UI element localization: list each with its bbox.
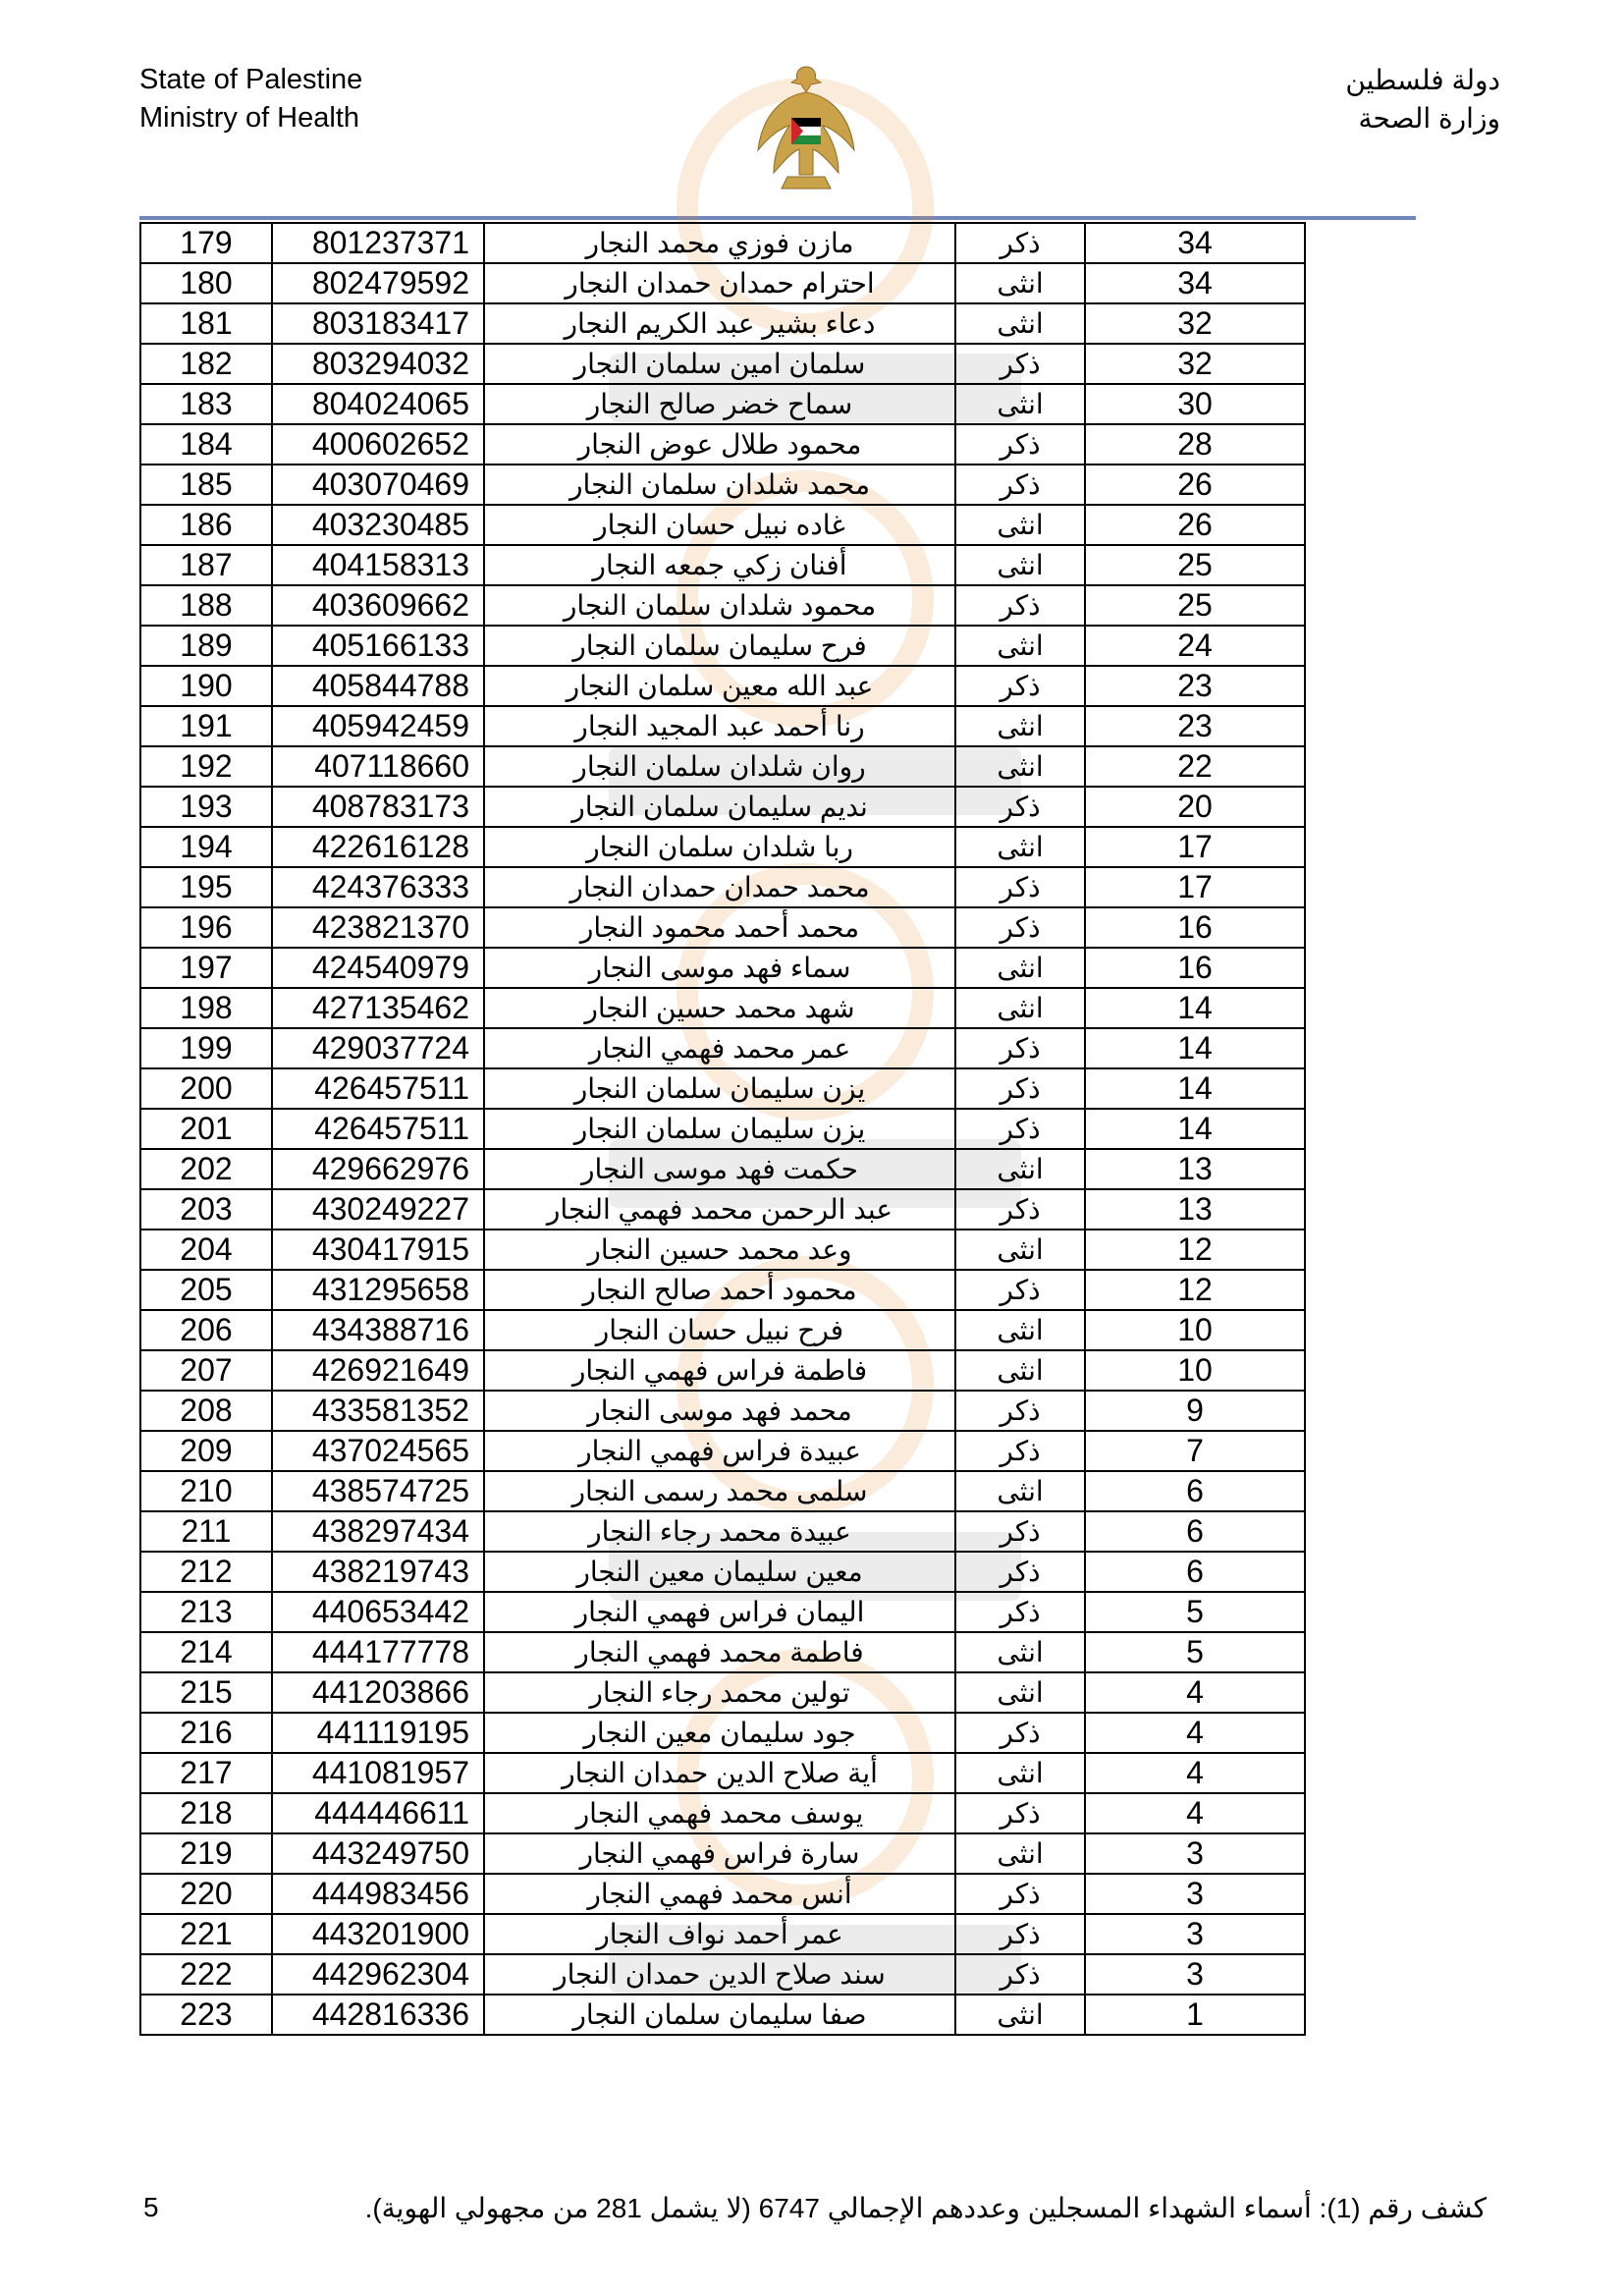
- id-number-cell: 442816336: [272, 1995, 484, 2035]
- age-cell: 26: [1085, 505, 1305, 545]
- id-number-cell: 444983456: [272, 1874, 484, 1914]
- gender-cell: ذكر: [955, 1511, 1085, 1552]
- full-name-cell: وعد محمد حسين النجار: [484, 1230, 955, 1270]
- gender-cell: ذكر: [955, 666, 1085, 706]
- id-number-cell: 426457511: [272, 1109, 484, 1149]
- ministry-name-ar: وزارة الصحة: [1358, 103, 1500, 134]
- age-cell: 16: [1085, 948, 1305, 988]
- ministry-name-en: Ministry of Health: [139, 102, 360, 134]
- age-cell: 24: [1085, 626, 1305, 666]
- sequence-cell: 192: [140, 746, 272, 787]
- table-row: [140, 585, 1305, 626]
- gender-cell: ذكر: [955, 787, 1085, 827]
- full-name-cell: أفنان زكي جمعه النجار: [484, 545, 955, 585]
- id-number-cell: 437024565: [272, 1431, 484, 1471]
- full-name-cell: نديم سليمان سلمان النجار: [484, 787, 955, 827]
- sequence-cell: 205: [140, 1270, 272, 1310]
- sequence-cell: 200: [140, 1068, 272, 1109]
- id-number-cell: 803183417: [272, 303, 484, 344]
- table-row: [140, 384, 1305, 424]
- age-cell: 4: [1085, 1793, 1305, 1833]
- table-row: [140, 223, 1305, 263]
- roster-table: [139, 222, 1306, 2036]
- gender-cell: ذكر: [955, 1713, 1085, 1753]
- id-number-cell: 801237371: [272, 223, 484, 263]
- full-name-cell: جود سليمان معين النجار: [484, 1713, 955, 1753]
- table-row: [140, 907, 1305, 948]
- gender-cell: ذكر: [955, 1552, 1085, 1592]
- table-row: [140, 1270, 1305, 1310]
- age-cell: 14: [1085, 1068, 1305, 1109]
- table-row: [140, 1511, 1305, 1552]
- full-name-cell: يزن سليمان سلمان النجار: [484, 1109, 955, 1149]
- sequence-cell: 195: [140, 867, 272, 907]
- id-number-cell: 429037724: [272, 1028, 484, 1068]
- sequence-cell: 208: [140, 1391, 272, 1431]
- id-number-cell: 424376333: [272, 867, 484, 907]
- age-cell: 20: [1085, 787, 1305, 827]
- sequence-cell: 191: [140, 706, 272, 746]
- sequence-cell: 193: [140, 787, 272, 827]
- id-number-cell: 438219743: [272, 1552, 484, 1592]
- sequence-cell: 211: [140, 1511, 272, 1552]
- gender-cell: ذكر: [955, 1914, 1085, 1954]
- table-row: [140, 1028, 1305, 1068]
- gender-cell: انثى: [955, 303, 1085, 344]
- table-row: [140, 505, 1305, 545]
- sequence-cell: 203: [140, 1189, 272, 1230]
- id-number-cell: 430249227: [272, 1189, 484, 1230]
- sequence-cell: 207: [140, 1350, 272, 1391]
- header-left: [139, 61, 362, 137]
- id-number-cell: 802479592: [272, 263, 484, 303]
- gender-cell: انثى: [955, 746, 1085, 787]
- full-name-cell: محمود طلال عوض النجار: [484, 424, 955, 465]
- id-number-cell: 443249750: [272, 1833, 484, 1874]
- id-number-cell: 404158313: [272, 545, 484, 585]
- age-cell: 10: [1085, 1310, 1305, 1350]
- gender-cell: ذكر: [955, 424, 1085, 465]
- id-number-cell: 426457511: [272, 1068, 484, 1109]
- sequence-cell: 216: [140, 1713, 272, 1753]
- gender-cell: ذكر: [955, 867, 1085, 907]
- sequence-cell: 215: [140, 1672, 272, 1713]
- age-cell: 4: [1085, 1672, 1305, 1713]
- sequence-cell: 198: [140, 988, 272, 1028]
- table-row: [140, 1350, 1305, 1391]
- id-number-cell: 426921649: [272, 1350, 484, 1391]
- id-number-cell: 440653442: [272, 1592, 484, 1632]
- age-cell: 14: [1085, 1109, 1305, 1149]
- age-cell: 14: [1085, 988, 1305, 1028]
- age-cell: 16: [1085, 907, 1305, 948]
- full-name-cell: سماء فهد موسى النجار: [484, 948, 955, 988]
- age-cell: 17: [1085, 827, 1305, 867]
- id-number-cell: 803294032: [272, 344, 484, 384]
- header-right: [1345, 61, 1500, 137]
- table-row: [140, 545, 1305, 585]
- id-number-cell: 444446611: [272, 1793, 484, 1833]
- full-name-cell: محمود شلدان سلمان النجار: [484, 585, 955, 626]
- table-row: [140, 988, 1305, 1028]
- id-number-cell: 444177778: [272, 1632, 484, 1672]
- gender-cell: انثى: [955, 1310, 1085, 1350]
- full-name-cell: محمود أحمد صالح النجار: [484, 1270, 955, 1310]
- sequence-cell: 194: [140, 827, 272, 867]
- gender-cell: انثى: [955, 948, 1085, 988]
- gender-cell: ذكر: [955, 1028, 1085, 1068]
- table-row: [140, 1672, 1305, 1713]
- gender-cell: انثى: [955, 384, 1085, 424]
- id-number-cell: 441119195: [272, 1713, 484, 1753]
- age-cell: 9: [1085, 1391, 1305, 1431]
- id-number-cell: 405942459: [272, 706, 484, 746]
- table-row: [140, 1753, 1305, 1793]
- sequence-cell: 217: [140, 1753, 272, 1793]
- full-name-cell: رنا أحمد عبد المجيد النجار: [484, 706, 955, 746]
- full-name-cell: أية صلاح الدين حمدان النجار: [484, 1753, 955, 1793]
- age-cell: 3: [1085, 1874, 1305, 1914]
- age-cell: 34: [1085, 263, 1305, 303]
- id-number-cell: 400602652: [272, 424, 484, 465]
- full-name-cell: يوسف محمد فهمي النجار: [484, 1793, 955, 1833]
- age-cell: 13: [1085, 1189, 1305, 1230]
- gender-cell: ذكر: [955, 223, 1085, 263]
- table-row: [140, 948, 1305, 988]
- full-name-cell: سارة فراس فهمي النجار: [484, 1833, 955, 1874]
- id-number-cell: 430417915: [272, 1230, 484, 1270]
- sequence-cell: 206: [140, 1310, 272, 1350]
- gender-cell: ذكر: [955, 1270, 1085, 1310]
- gender-cell: انثى: [955, 626, 1085, 666]
- gender-cell: ذكر: [955, 907, 1085, 948]
- gender-cell: انثى: [955, 1753, 1085, 1793]
- full-name-cell: مازن فوزي محمد النجار: [484, 223, 955, 263]
- full-name-cell: محمد أحمد محمود النجار: [484, 907, 955, 948]
- country-name-ar: دولة فلسطين: [1345, 65, 1500, 95]
- table-row: [140, 1793, 1305, 1833]
- sequence-cell: 179: [140, 223, 272, 263]
- gender-cell: انثى: [955, 1350, 1085, 1391]
- sequence-cell: 199: [140, 1028, 272, 1068]
- full-name-cell: عمر محمد فهمي النجار: [484, 1028, 955, 1068]
- age-cell: 6: [1085, 1552, 1305, 1592]
- table-row: [140, 626, 1305, 666]
- full-name-cell: عبد الرحمن محمد فهمي النجار: [484, 1189, 955, 1230]
- table-row: [140, 787, 1305, 827]
- id-number-cell: 442962304: [272, 1954, 484, 1995]
- sequence-cell: 212: [140, 1552, 272, 1592]
- full-name-cell: سلمى محمد رسمى النجار: [484, 1471, 955, 1511]
- id-number-cell: 431295658: [272, 1270, 484, 1310]
- sequence-cell: 189: [140, 626, 272, 666]
- gender-cell: انثى: [955, 1833, 1085, 1874]
- gender-cell: انثى: [955, 827, 1085, 867]
- id-number-cell: 408783173: [272, 787, 484, 827]
- gender-cell: ذكر: [955, 465, 1085, 505]
- full-name-cell: ربا شلدان سلمان النجار: [484, 827, 955, 867]
- gender-cell: ذكر: [955, 585, 1085, 626]
- sequence-cell: 220: [140, 1874, 272, 1914]
- age-cell: 17: [1085, 867, 1305, 907]
- gender-cell: انثى: [955, 1149, 1085, 1189]
- gender-cell: ذكر: [955, 1431, 1085, 1471]
- sequence-cell: 188: [140, 585, 272, 626]
- age-cell: 6: [1085, 1471, 1305, 1511]
- full-name-cell: فرح سليمان سلمان النجار: [484, 626, 955, 666]
- age-cell: 5: [1085, 1632, 1305, 1672]
- gender-cell: انثى: [955, 1995, 1085, 2035]
- full-name-cell: عمر أحمد نواف النجار: [484, 1914, 955, 1954]
- table-row: [140, 1632, 1305, 1672]
- id-number-cell: 427135462: [272, 988, 484, 1028]
- page-number: 5: [143, 2192, 159, 2222]
- sequence-cell: 210: [140, 1471, 272, 1511]
- table-row: [140, 706, 1305, 746]
- table-row: [140, 1995, 1305, 2035]
- country-name-en: State of Palestine: [139, 64, 363, 95]
- sequence-cell: 219: [140, 1833, 272, 1874]
- age-cell: 3: [1085, 1954, 1305, 1995]
- table-row: [140, 1713, 1305, 1753]
- age-cell: 5: [1085, 1592, 1305, 1632]
- table-row: [140, 1068, 1305, 1109]
- gender-cell: ذكر: [955, 1954, 1085, 1995]
- table-row: [140, 1471, 1305, 1511]
- age-cell: 4: [1085, 1753, 1305, 1793]
- gender-cell: انثى: [955, 1672, 1085, 1713]
- full-name-cell: روان شلدان سلمان النجار: [484, 746, 955, 787]
- gender-cell: انثى: [955, 505, 1085, 545]
- gender-cell: انثى: [955, 1632, 1085, 1672]
- sequence-cell: 180: [140, 263, 272, 303]
- full-name-cell: دعاء بشير عبد الكريم النجار: [484, 303, 955, 344]
- table-row: [140, 1310, 1305, 1350]
- age-cell: 34: [1085, 223, 1305, 263]
- sequence-cell: 213: [140, 1592, 272, 1632]
- id-number-cell: 407118660: [272, 746, 484, 787]
- full-name-cell: معين سليمان معين النجار: [484, 1552, 955, 1592]
- id-number-cell: 441081957: [272, 1753, 484, 1793]
- full-name-cell: أنس محمد فهمي النجار: [484, 1874, 955, 1914]
- table-row: [140, 827, 1305, 867]
- gender-cell: ذكر: [955, 1793, 1085, 1833]
- full-name-cell: سند صلاح الدين حمدان النجار: [484, 1954, 955, 1995]
- full-name-cell: صفا سليمان سلمان النجار: [484, 1995, 955, 2035]
- sequence-cell: 183: [140, 384, 272, 424]
- age-cell: 30: [1085, 384, 1305, 424]
- full-name-cell: فاطمة فراس فهمي النجار: [484, 1350, 955, 1391]
- header-divider: [139, 216, 1416, 220]
- id-number-cell: 438297434: [272, 1511, 484, 1552]
- full-name-cell: فرح نبيل حسان النجار: [484, 1310, 955, 1350]
- sequence-cell: 222: [140, 1954, 272, 1995]
- table-row: [140, 1189, 1305, 1230]
- id-number-cell: 438574725: [272, 1471, 484, 1511]
- table-row: [140, 303, 1305, 344]
- full-name-cell: سلمان امين سلمان النجار: [484, 344, 955, 384]
- age-cell: 3: [1085, 1914, 1305, 1954]
- gender-cell: ذكر: [955, 1189, 1085, 1230]
- sequence-cell: 186: [140, 505, 272, 545]
- full-name-cell: محمد شلدان سلمان النجار: [484, 465, 955, 505]
- table-row: [140, 344, 1305, 384]
- table-row: [140, 424, 1305, 465]
- full-name-cell: احترام حمدان حمدان النجار: [484, 263, 955, 303]
- full-name-cell: اليمان فراس فهمي النجار: [484, 1592, 955, 1632]
- sequence-cell: 190: [140, 666, 272, 706]
- gender-cell: انثى: [955, 263, 1085, 303]
- table-row: [140, 666, 1305, 706]
- table-row: [140, 263, 1305, 303]
- id-number-cell: 405166133: [272, 626, 484, 666]
- gender-cell: انثى: [955, 706, 1085, 746]
- sequence-cell: 202: [140, 1149, 272, 1189]
- full-name-cell: حكمت فهد موسى النجار: [484, 1149, 955, 1189]
- sequence-cell: 204: [140, 1230, 272, 1270]
- age-cell: 23: [1085, 666, 1305, 706]
- id-number-cell: 441203866: [272, 1672, 484, 1713]
- age-cell: 1: [1085, 1995, 1305, 2035]
- sequence-cell: 201: [140, 1109, 272, 1149]
- full-name-cell: تولين محمد رجاء النجار: [484, 1672, 955, 1713]
- id-number-cell: 804024065: [272, 384, 484, 424]
- table-row: [140, 746, 1305, 787]
- id-number-cell: 429662976: [272, 1149, 484, 1189]
- full-name-cell: محمد حمدان حمدان النجار: [484, 867, 955, 907]
- sequence-cell: 209: [140, 1431, 272, 1471]
- full-name-cell: غاده نبيل حسان النجار: [484, 505, 955, 545]
- id-number-cell: 434388716: [272, 1310, 484, 1350]
- footer-note: كشف رقم (1): أسماء الشهداء المسجلين وعددهم الإجمالي 6747 (لا يشمل 281 من مجهولي الهوية).: [364, 2193, 1487, 2223]
- full-name-cell: سماح خضر صالح النجار: [484, 384, 955, 424]
- full-name-cell: عبيدة محمد رجاء النجار: [484, 1511, 955, 1552]
- age-cell: 4: [1085, 1713, 1305, 1753]
- id-number-cell: 403230485: [272, 505, 484, 545]
- table-row: [140, 1914, 1305, 1954]
- sequence-cell: 182: [140, 344, 272, 384]
- table-row: [140, 1592, 1305, 1632]
- table-row: [140, 1833, 1305, 1874]
- full-name-cell: يزن سليمان سلمان النجار: [484, 1068, 955, 1109]
- age-cell: 22: [1085, 746, 1305, 787]
- age-cell: 12: [1085, 1270, 1305, 1310]
- age-cell: 12: [1085, 1230, 1305, 1270]
- table-row: [140, 1552, 1305, 1592]
- age-cell: 32: [1085, 344, 1305, 384]
- table-row: [140, 465, 1305, 505]
- sequence-cell: 223: [140, 1995, 272, 2035]
- id-number-cell: 403609662: [272, 585, 484, 626]
- gender-cell: ذكر: [955, 1592, 1085, 1632]
- full-name-cell: شهد محمد حسين النجار: [484, 988, 955, 1028]
- id-number-cell: 443201900: [272, 1914, 484, 1954]
- sequence-cell: 181: [140, 303, 272, 344]
- age-cell: 13: [1085, 1149, 1305, 1189]
- id-number-cell: 405844788: [272, 666, 484, 706]
- table-row: [140, 1431, 1305, 1471]
- age-cell: 32: [1085, 303, 1305, 344]
- table-row: [140, 1954, 1305, 1995]
- sequence-cell: 197: [140, 948, 272, 988]
- gender-cell: ذكر: [955, 1391, 1085, 1431]
- table-row: [140, 1391, 1305, 1431]
- gender-cell: انثى: [955, 1230, 1085, 1270]
- id-number-cell: 433581352: [272, 1391, 484, 1431]
- age-cell: 23: [1085, 706, 1305, 746]
- gender-cell: ذكر: [955, 1109, 1085, 1149]
- gender-cell: ذكر: [955, 344, 1085, 384]
- sequence-cell: 214: [140, 1632, 272, 1672]
- id-number-cell: 423821370: [272, 907, 484, 948]
- sequence-cell: 187: [140, 545, 272, 585]
- gender-cell: ذكر: [955, 1068, 1085, 1109]
- table-row: [140, 1874, 1305, 1914]
- full-name-cell: عبيدة فراس فهمي النجار: [484, 1431, 955, 1471]
- gender-cell: انثى: [955, 988, 1085, 1028]
- sequence-cell: 184: [140, 424, 272, 465]
- age-cell: 7: [1085, 1431, 1305, 1471]
- full-name-cell: محمد فهد موسى النجار: [484, 1391, 955, 1431]
- sequence-cell: 221: [140, 1914, 272, 1954]
- gender-cell: انثى: [955, 1471, 1085, 1511]
- age-cell: 14: [1085, 1028, 1305, 1068]
- gender-cell: ذكر: [955, 1874, 1085, 1914]
- table-row: [140, 1230, 1305, 1270]
- roster-table-body: [140, 223, 1305, 2035]
- sequence-cell: 218: [140, 1793, 272, 1833]
- age-cell: 6: [1085, 1511, 1305, 1552]
- full-name-cell: فاطمة محمد فهمي النجار: [484, 1632, 955, 1672]
- id-number-cell: 403070469: [272, 465, 484, 505]
- sequence-cell: 185: [140, 465, 272, 505]
- age-cell: 25: [1085, 585, 1305, 626]
- id-number-cell: 422616128: [272, 827, 484, 867]
- age-cell: 10: [1085, 1350, 1305, 1391]
- sequence-cell: 196: [140, 907, 272, 948]
- table-row: [140, 867, 1305, 907]
- table-row: [140, 1149, 1305, 1189]
- age-cell: 28: [1085, 424, 1305, 465]
- id-number-cell: 424540979: [272, 948, 484, 988]
- age-cell: 3: [1085, 1833, 1305, 1874]
- age-cell: 25: [1085, 545, 1305, 585]
- age-cell: 26: [1085, 465, 1305, 505]
- full-name-cell: عبد الله معين سلمان النجار: [484, 666, 955, 706]
- eagle-emblem-icon: [752, 57, 860, 204]
- gender-cell: انثى: [955, 545, 1085, 585]
- table-row: [140, 1109, 1305, 1149]
